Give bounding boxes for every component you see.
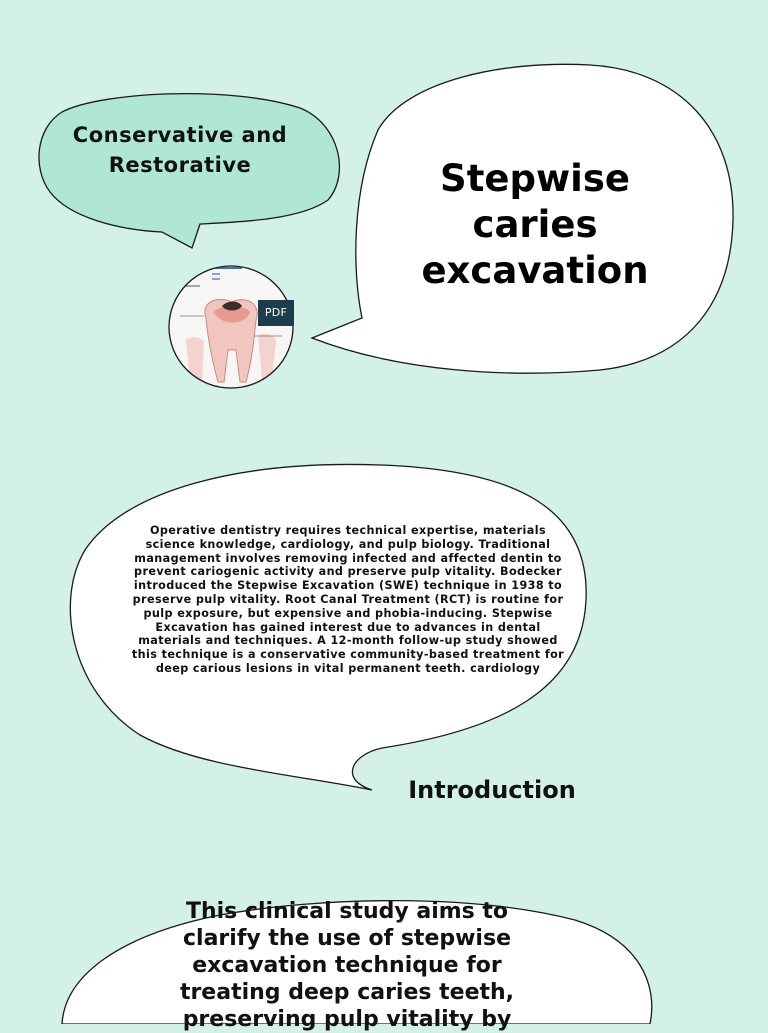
page-title: Stepwise caries excavation <box>421 157 649 292</box>
document-thumbnail[interactable] <box>168 265 294 390</box>
intro-bubble-text: Operative dentistry requires technical expertise, materials science knowledge, cardiology, and pulp biology. Traditional management involves removing infected and affected dentin to prevent cariogenic activity and preserve pulp vitality. Bodecker introduced the Stepwise Excavation (SWE) technique in 1938 to preserve pulp vitality. Root Canal Treatment (RCT) is routine for pulp exposure, but expensive and phobia-inducing. Stepwise Excavation has gained interest due to advances in dental materials and techniques. A 12-month follow-up study showed this technique is a conservative community-based treatment for deep carious lesions in vital permanent teeth. cardiology <box>131 524 565 675</box>
pdf-badge[interactable]: PDF <box>258 300 294 326</box>
section-label-introduction: Introduction <box>408 776 576 804</box>
aim-bubble-text: This clinical study aims to clarify the use of stepwise excavation technique for treating deep caries teeth, preserving pulp vitality by <box>179 899 515 1032</box>
header-bubble-text: Conservative and Restorative <box>72 123 288 177</box>
